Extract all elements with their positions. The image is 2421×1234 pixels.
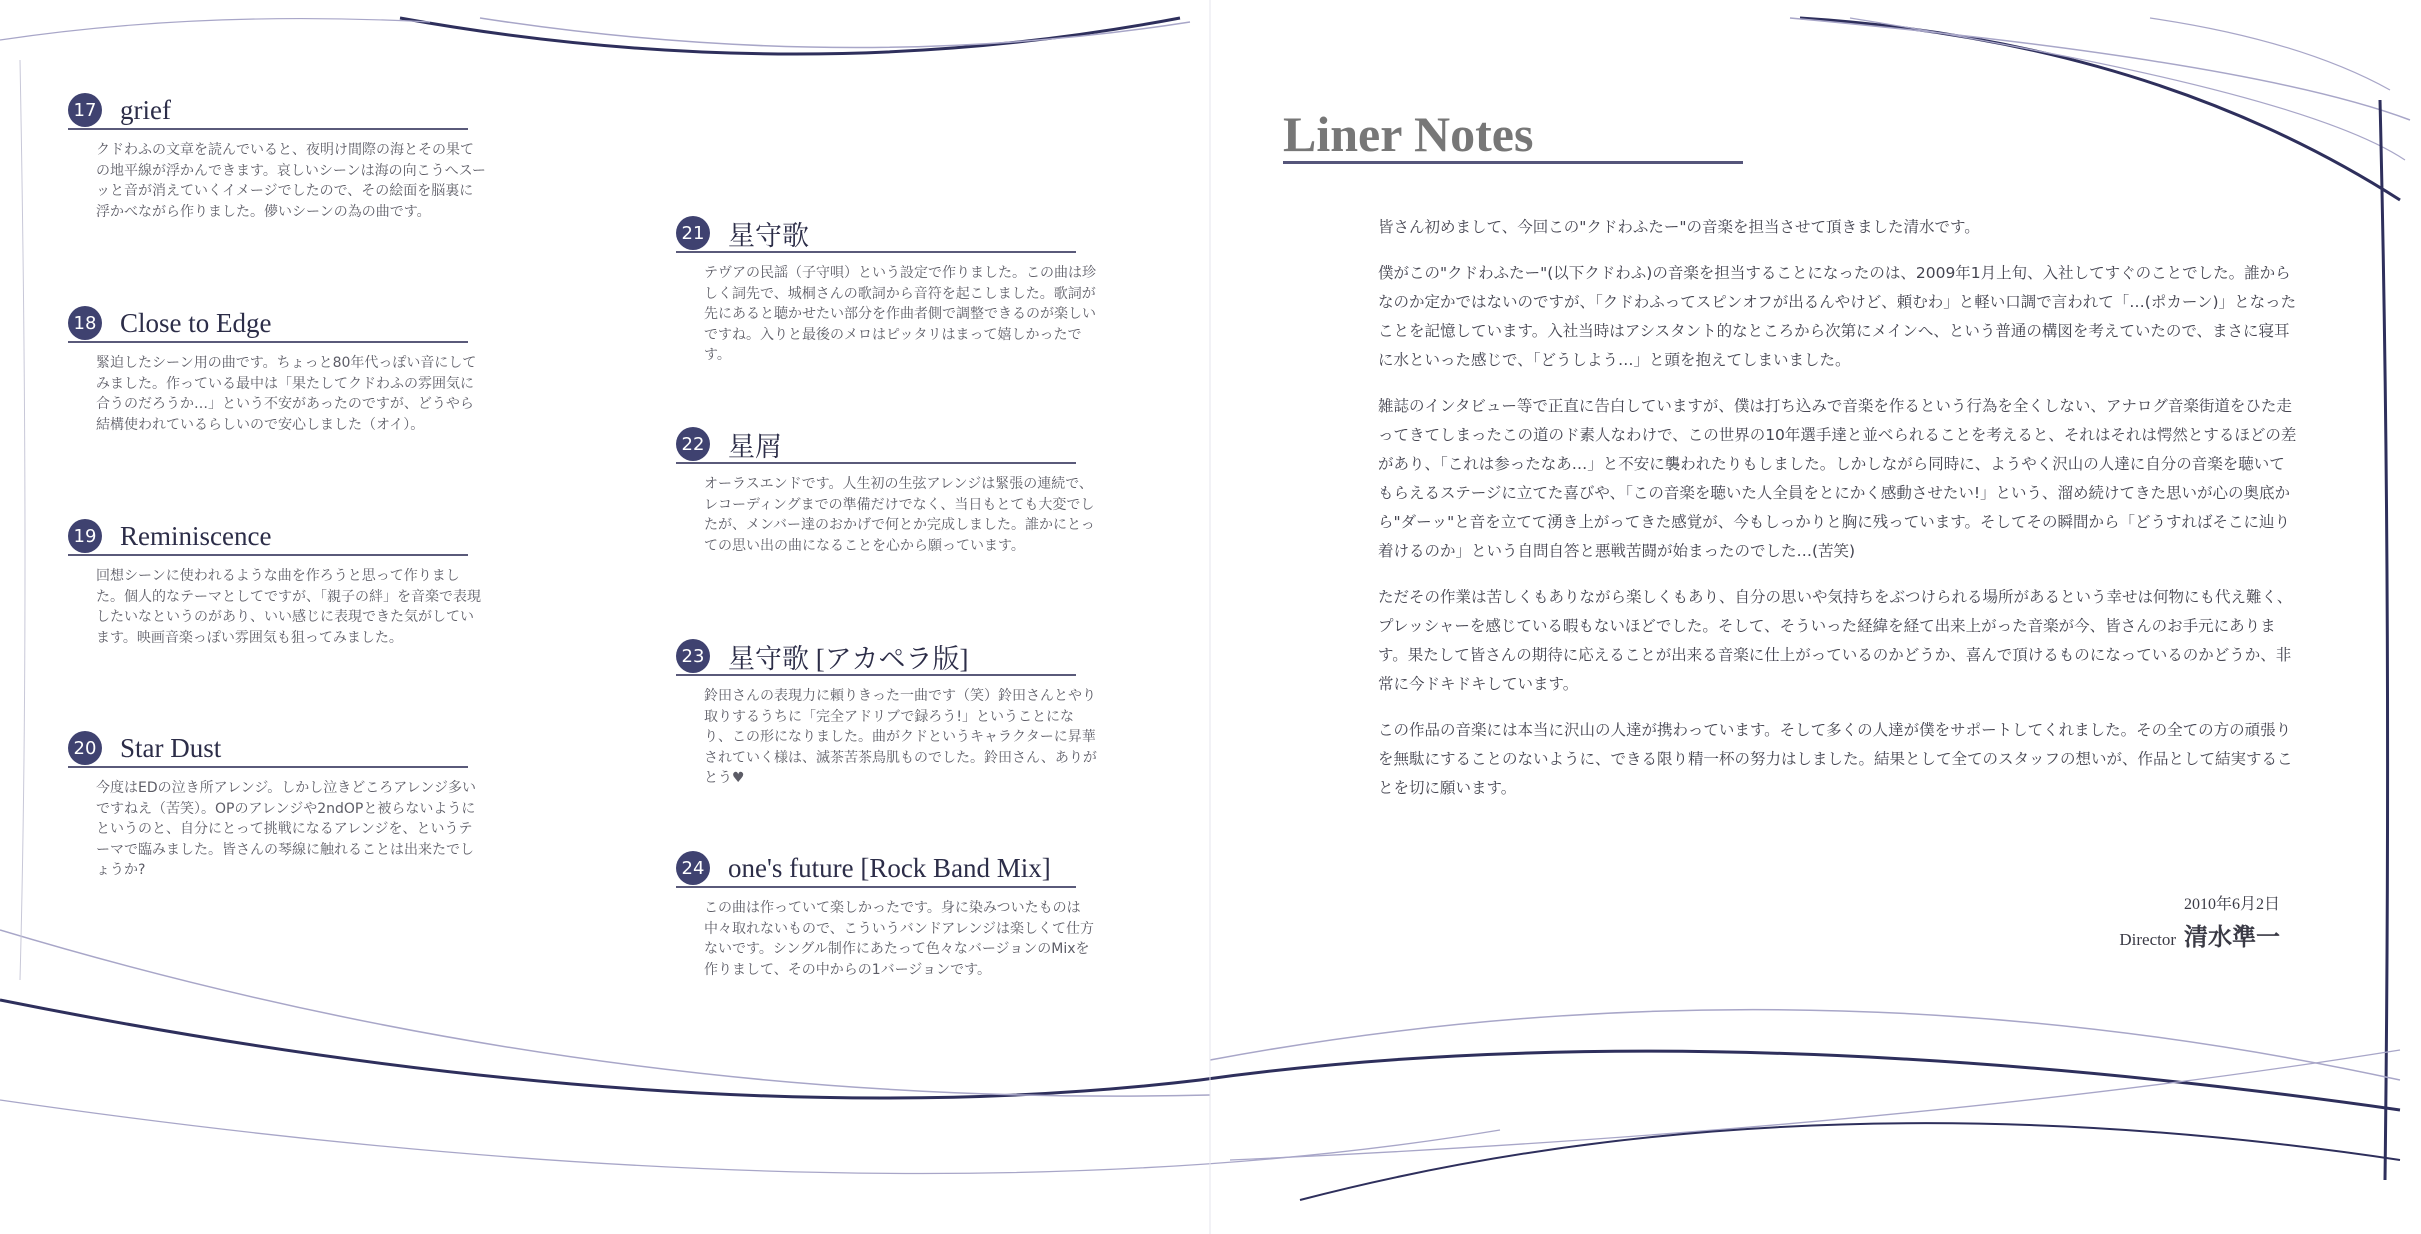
liner-paragraph: ただその作業は苦しくもありながら楽しくもあり、自分の思いや気持ちをぶつけられる場所があるという幸せは何物にも代え難く、プレッシャーを感じている暇もないほどでした。そして、そういった経緯を経て出来上がった音楽が今、皆さんのお手元にあります。果たして皆さんの期待に応えることが出来る音楽に仕上がっているのかどうか、喜んで頂けるものになっているのかどうか、非常に今ドキドキしています。	[1378, 588, 2293, 693]
track-title: grief	[120, 94, 171, 125]
track-number-badge: 19	[68, 519, 102, 553]
track-title: Star Dust	[120, 732, 222, 763]
signature-block	[2060, 895, 2280, 952]
signature-line	[2060, 917, 2280, 952]
track-title: Close to Edge	[120, 307, 272, 338]
liner-paragraph: 僕がこの"クドわふたー"(以下クドわふ)の音楽を担当することになったのは、2009年1月上旬、入社してすぐのことでした。誰からなのか定かではないのですが、「クドわふってスピンオフが出るんやけど、頼むわ」と軽い口調で言われて「…(ポカーン)」となったことを記憶しています。入社当時はアシスタント的なところから次第にメインへ、という普通の構図を考えていたので、まさに寝耳に水といった感じで、「どうしよう…」と頭を抱えてしまいました。	[1378, 264, 2297, 369]
signature-name: 清水準一	[2184, 922, 2280, 951]
track-title: Reminiscence	[120, 520, 272, 551]
track-21	[676, 215, 1096, 366]
track-header	[676, 850, 1076, 888]
track-24	[676, 850, 1095, 980]
track-23	[676, 638, 1097, 789]
track-title: one's future [Rock Band Mix]	[728, 852, 1051, 883]
track-number-badge: 17	[68, 93, 102, 127]
liner-paragraph: 雑誌のインタビュー等で正直に告白していますが、僕は打ち込みで音楽を作るという行為を全くしない、アナログ音楽街道をひた走ってきてしまったこの道のド素人なわけで、この世界の10年選手達と並べられることを考えると、それはそれは愕然とするほどの差があり、「これは参ったなあ…」と不安に襲われたりもしました。しかしながら同時に、ようやく沢山の人達に自分の音楽を聴いてもらえるステージに立てた喜びや、「この音楽を聴いた人全員をとにかく感動させたい!」という、溜め続けてきた思いが心の奥底から"ダーッ"と音を立てて湧き上がってきた感覚が、今もしっかりと胸に残っています。そしてその瞬間から「どうすればそこに辿り着けるのか」という自問自答と悪戦苦闘が始まったのでした…(苦笑)	[1378, 397, 2297, 560]
track-title: 星屑	[728, 431, 782, 462]
track-title: 星守歌 [アカペラ版]	[728, 643, 969, 674]
track-description: 今度はEDの泣き所アレンジ。しかし泣きどころアレンジ多いですねえ（苦笑）。OPのアレンジや2ndOPと被らないようにというのと、自分にとって挑戦になるアレンジを、というテーマで臨みました。皆さんの琴線に触れることは出来たでしょうか?	[96, 780, 476, 878]
track-description: 鈴田さんの表現力に頼りきった一曲です（笑）鈴田さんとやり取りするうちに「完全アドリブで録ろう!」ということになり、この形になりました。曲がクドというキャラクターに昇華されていく様は、滅茶苦茶鳥肌ものでした。鈴田さん、ありがとう♥	[704, 688, 1097, 786]
track-description: オーラスエンドです。人生初の生弦アレンジは緊張の連続で、レコーディングまでの準備だけでなく、当日もとても大変でしたが、メンバー達のおかげで何とか完成しました。誰かにとっての思い出の曲になることを心から願っています。	[704, 476, 1095, 554]
track-number-badge: 23	[676, 639, 710, 673]
track-19	[68, 518, 481, 648]
track-header	[676, 426, 1076, 464]
track-header	[68, 730, 468, 768]
track-number-badge: 18	[68, 306, 102, 340]
track-description: この曲は作っていて楽しかったです。身に染みついたものは中々取れないもので、こういうバンドアレンジは楽しくて仕方ないです。シングル制作にあたって色々なバージョンのMixを作りまして、その中からの1バージョンです。	[704, 900, 1095, 978]
track-header	[68, 305, 468, 343]
track-number-badge: 21	[676, 216, 710, 250]
liner-notes-body	[1378, 213, 2298, 820]
track-header	[68, 518, 468, 556]
track-title: 星守歌	[728, 220, 809, 251]
liner-paragraph: この作品の音楽には本当に沢山の人達が携わっています。そして多くの人達が僕をサポートしてくれました。その全ての方の頑張りを無駄にすることのないように、できる限り精一杯の努力はしました。結果として全てのスタッフの想いが、作品として結実することを切に願います。	[1378, 721, 2293, 797]
track-description: クドわふの文章を読んでいると、夜明け間際の海とその果ての地平線が浮かんできます。哀しいシーンは海の向こうへスーッと音が消えていくイメージでしたので、その絵面を脳裏に浮かべながら作りました。儚いシーンの為の曲です。	[96, 142, 486, 220]
track-header	[676, 638, 1076, 676]
track-number-badge: 24	[676, 851, 710, 885]
track-description: 緊迫したシーン用の曲です。ちょっと80年代っぽい音にしてみました。作っている最中は「果たしてクドわふの雰囲気に合うのだろうか…」という不安があったのですが、どうやら結構使われているらしいので安心しました（オイ）。	[96, 355, 477, 433]
track-22	[676, 426, 1095, 556]
track-17	[68, 92, 486, 222]
track-header	[676, 215, 1076, 253]
track-20	[68, 730, 476, 881]
track-header	[68, 92, 468, 130]
track-18	[68, 305, 477, 435]
signature-role: Director	[2119, 930, 2176, 949]
liner-paragraph: 皆さん初めまして、今回この"クドわふたー"の音楽を担当させて頂きました清水です。	[1378, 218, 1980, 236]
track-number-badge: 22	[676, 427, 710, 461]
liner-notes-title: Liner Notes	[1283, 108, 1743, 164]
track-description: 回想シーンに使われるような曲を作ろうと思って作りました。個人的なテーマとしてですが、「親子の絆」を音楽で表現したいなというのがあり、いい感じに表現できた気がしています。映画音楽っぽい雰囲気も狙ってみました。	[96, 568, 481, 646]
track-description: テヴアの民謡（子守唄）という設定で作りました。この曲は珍しく詞先で、城桐さんの歌詞から音符を起こしました。歌詞が先にあると聴かせたい部分を作曲者側で調整できるのが楽しいですね。入りと最後のメロはピッタリはまって嬉しかったです。	[704, 265, 1096, 363]
track-number-badge: 20	[68, 731, 102, 765]
signature-date: 2010年6月2日	[2183, 896, 2280, 913]
